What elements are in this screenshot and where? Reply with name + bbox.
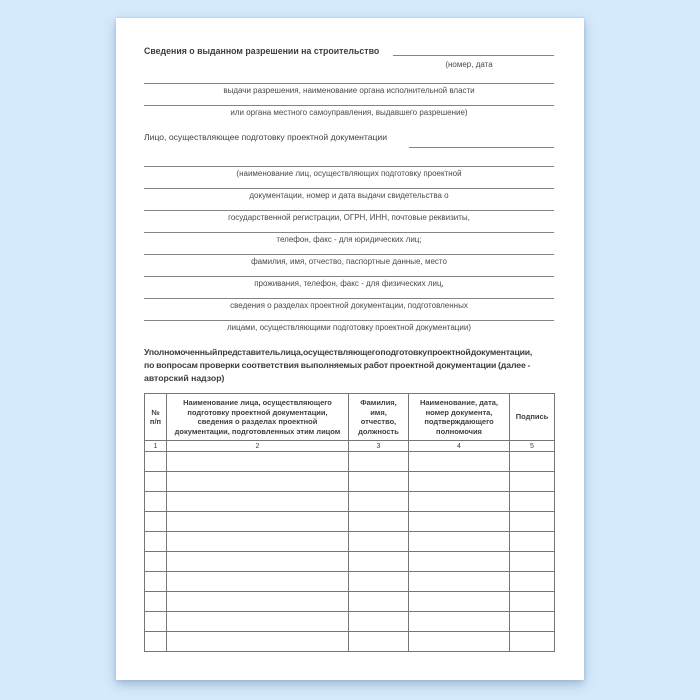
- empty-cell: [145, 452, 167, 472]
- empty-cell: [167, 612, 349, 632]
- blank-line: [144, 188, 554, 189]
- empty-cell: [409, 512, 510, 532]
- blank-line: [144, 166, 554, 167]
- representative-note-line: Уполномоченный представитель лица, осуществляющего подготовку проектной документации,: [144, 347, 533, 357]
- blank-field: [144, 210, 554, 223]
- designer-caption-fields: [144, 166, 554, 333]
- empty-cell: [349, 512, 409, 532]
- representative-note: [144, 346, 554, 385]
- blank-field: [144, 105, 554, 118]
- empty-cell: [510, 452, 555, 472]
- col-header-authority-document: Наименование, дата, номер документа, подтверждающего полномочия: [409, 394, 510, 441]
- blank-line: [144, 254, 554, 255]
- empty-cell: [167, 552, 349, 572]
- permit-section-title: Сведения о выданном разрешении на строительство: [144, 46, 380, 56]
- col-header-row-number: № п/п: [145, 394, 167, 441]
- col-header-designer-name: Наименование лица, осуществляющего подготовку проектной документации, сведения о разделах проектной документации, подготовленных этим лицом: [167, 394, 349, 441]
- blank-line-caption: сведения о разделах проектной документации, подготовленных: [230, 301, 468, 310]
- column-number-cell: 3: [349, 441, 409, 452]
- empty-cell: [145, 492, 167, 512]
- empty-cell: [167, 632, 349, 652]
- empty-cell: [349, 592, 409, 612]
- blank-line: [144, 320, 554, 321]
- table-header-row: [145, 394, 555, 441]
- empty-cell: [167, 592, 349, 612]
- blank-line-caption: или органа местного самоуправления, выдавшего разрешение): [230, 108, 468, 117]
- empty-cell: [145, 472, 167, 492]
- blank-line: [144, 83, 554, 84]
- empty-cell: [167, 572, 349, 592]
- empty-cell: [167, 472, 349, 492]
- empty-cell: [349, 532, 409, 552]
- representative-note-line: по вопросам проверки соответствия выполняемых работ проектной документации (далее -: [144, 360, 531, 370]
- empty-cell: [409, 472, 510, 492]
- blank-field: [144, 298, 554, 311]
- col-header-signature: Подпись: [510, 394, 555, 441]
- table-row: [145, 532, 555, 552]
- designer-label: Лицо, осуществляющее подготовку проектной документации: [144, 132, 388, 142]
- column-number-cell: 4: [409, 441, 510, 452]
- permit-title-row: [144, 46, 554, 57]
- table-row: [145, 592, 555, 612]
- table-row: [145, 552, 555, 572]
- empty-cell: [349, 452, 409, 472]
- representative-note-line: авторский надзор): [144, 373, 225, 383]
- empty-cell: [409, 592, 510, 612]
- permit-number-caption: (номер, дата: [445, 60, 493, 69]
- blank-line: [144, 210, 554, 211]
- empty-cell: [409, 452, 510, 472]
- blank-line: [144, 276, 554, 277]
- empty-cell: [409, 632, 510, 652]
- empty-cell: [510, 492, 555, 512]
- empty-cell: [510, 592, 555, 612]
- blank-field: [144, 232, 554, 245]
- empty-cell: [510, 512, 555, 532]
- empty-cell: [409, 492, 510, 512]
- table-row: [145, 512, 555, 532]
- empty-cell: [349, 632, 409, 652]
- table-row: [145, 612, 555, 632]
- blank-line-caption: выдачи разрешения, наименование органа исполнительной власти: [223, 86, 475, 95]
- blank-line-caption: проживания, телефон, факс - для физических лиц,: [254, 279, 444, 288]
- empty-cell: [145, 592, 167, 612]
- empty-cell: [409, 532, 510, 552]
- blank-line-caption: лицами, осуществляющими подготовку проектной документации): [226, 323, 471, 332]
- empty-cell: [510, 572, 555, 592]
- blank-field: [144, 188, 554, 201]
- blank-line-caption: государственной регистрации, ОГРН, ИНН, почтовые реквизиты,: [228, 213, 470, 222]
- empty-cell: [510, 532, 555, 552]
- blank-line: [144, 298, 554, 299]
- blank-field: [144, 254, 554, 267]
- empty-cell: [409, 612, 510, 632]
- blank-field: [144, 83, 554, 96]
- blank-line: [144, 232, 554, 233]
- authorized-representatives-table: [144, 393, 555, 652]
- table-row: [145, 572, 555, 592]
- empty-cell: [510, 472, 555, 492]
- empty-cell: [349, 472, 409, 492]
- blank-line-caption: (наименование лиц, осуществляющих подготовку проектной: [236, 169, 462, 178]
- blank-field: [144, 320, 554, 333]
- empty-cell: [145, 512, 167, 532]
- col-header-full-name: Фамилия, имя, отчество, должность: [349, 394, 409, 441]
- table-row: [145, 472, 555, 492]
- column-numbers-row: [145, 441, 555, 452]
- empty-cell: [167, 492, 349, 512]
- empty-cell: [510, 612, 555, 632]
- table-body: [145, 452, 555, 652]
- blank-line-caption: документации, номер и дата выдачи свидетельства о: [249, 191, 449, 200]
- empty-cell: [145, 612, 167, 632]
- empty-cell: [349, 492, 409, 512]
- empty-cell: [145, 532, 167, 552]
- empty-cell: [167, 532, 349, 552]
- table-row: [145, 632, 555, 652]
- blank-field: [144, 166, 554, 179]
- empty-cell: [145, 572, 167, 592]
- empty-cell: [167, 452, 349, 472]
- empty-cell: [510, 552, 555, 572]
- empty-cell: [167, 512, 349, 532]
- empty-cell: [349, 572, 409, 592]
- empty-cell: [349, 552, 409, 572]
- blank-line-caption: телефон, факс - для юридических лиц;: [276, 235, 422, 244]
- document-page: [116, 18, 584, 680]
- permit-number-blank-line: [393, 55, 554, 56]
- designer-blank-line: [409, 147, 554, 148]
- empty-cell: [145, 632, 167, 652]
- empty-cell: [349, 612, 409, 632]
- empty-cell: [145, 552, 167, 572]
- table-row: [145, 452, 555, 472]
- blank-line-caption: фамилия, имя, отчество, паспортные данные, место: [251, 257, 447, 266]
- column-number-cell: 1: [145, 441, 167, 452]
- column-number-cell: 5: [510, 441, 555, 452]
- empty-cell: [409, 572, 510, 592]
- column-number-cell: 2: [167, 441, 349, 452]
- blank-field: [144, 276, 554, 289]
- blank-line: [144, 105, 554, 106]
- table-row: [145, 492, 555, 512]
- empty-cell: [409, 552, 510, 572]
- empty-cell: [510, 632, 555, 652]
